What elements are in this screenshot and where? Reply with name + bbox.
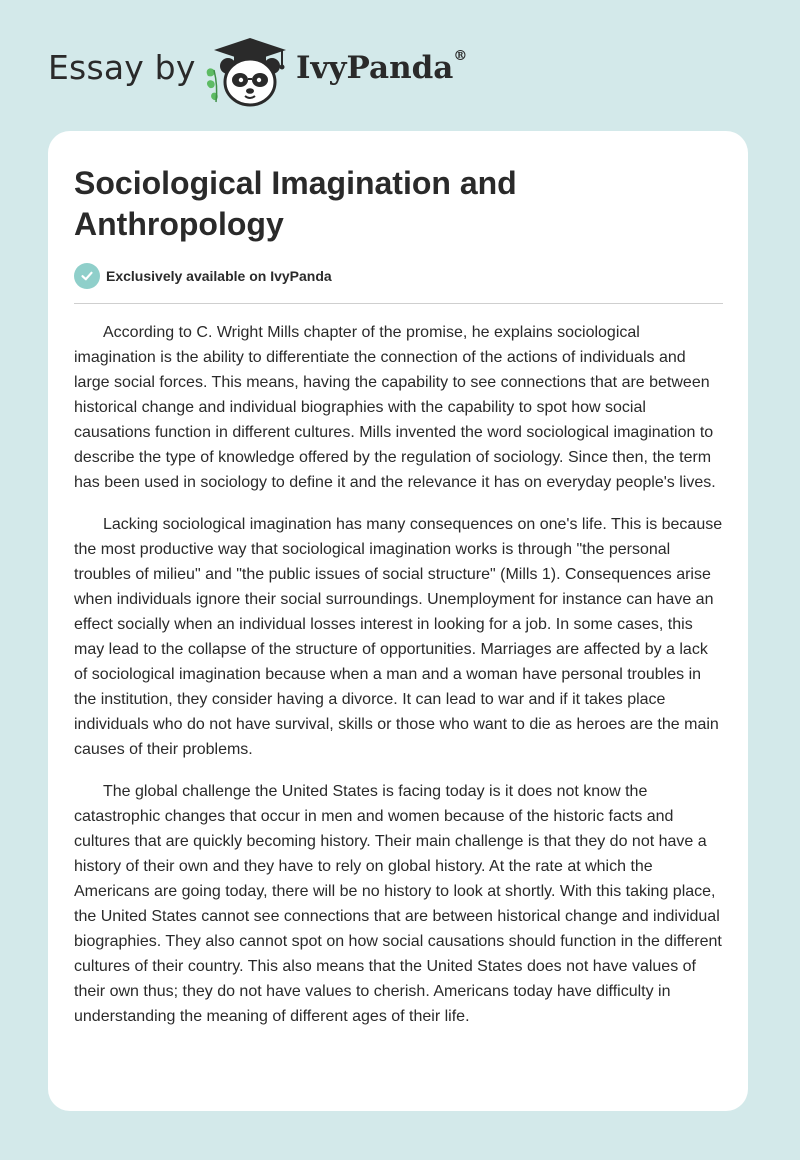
essay-paragraph: According to C. Wright Mills chapter of the promise, he explains sociological imagination is the ability to differentiate the connection of the actions of individuals and large social forces. This means, having the capability to see connections that are between historical change and individual biographies with the capability to spot how social causations function in different cultures. Mills invented the word sociological imagination to describe the type of knowledge offered by the regulation of sociology. Since then, the term has been used in sociology to define it and the relevance it has on everyday people's lives. [74, 324, 716, 491]
brand-name [296, 50, 467, 86]
registered-mark: ® [453, 48, 468, 64]
panda-logo-icon [200, 36, 290, 108]
exclusive-label: Exclusively available on IvyPanda [106, 268, 332, 284]
divider [74, 303, 723, 304]
check-icon [74, 263, 100, 289]
essay-card [48, 131, 748, 1111]
essay-by-label: Essay by [48, 48, 196, 87]
brand-text: IvyPanda [296, 50, 454, 86]
essay-title: Sociological Imagination and Anthropology [74, 165, 517, 242]
exclusive-badge [74, 263, 332, 289]
essay-paragraph: Lacking sociological imagination has many consequences on one's life. This is because the most productive way that sociological imagination works is through "the personal troubles of milieu" and "the public issues of social structure" (Mills 1). Consequences arise when individuals ignore their social surroundings. Unemployment for instance can have an effect socially when an individual losses interest in looking for a job. In some cases, this may lead to the collapse of the structure of opportunities. Marriages are affected by a lack of sociological imagination because when a man and a woman have personal troubles in the institution, they consider having a divorce. It can lead to war and if it takes place individuals who do not have survival, skills or those who want to die as heroes are the main causes of their problems. [74, 516, 723, 758]
site-header [0, 0, 800, 120]
essay-paragraph: The global challenge the United States is facing today is it does not know the catastrophic changes that occur in men and women because of the historic facts and cultures that are quickly becoming history. Their main challenge is that they do not have a history of their own and they have to rely on global history. At the rate at which the Americans are going today, there will be no history to look at shortly. With this taking place, the United States cannot see connections that are between historical change and individual biographies. They also cannot spot on how social causations should function in the different cultures of their country. This also means that the United States does not have values of their own thus; they do not have values to cherish. Americans today have difficulty in understanding the meaning of different ages of their life. [74, 783, 722, 1025]
essay-body [74, 320, 724, 1046]
